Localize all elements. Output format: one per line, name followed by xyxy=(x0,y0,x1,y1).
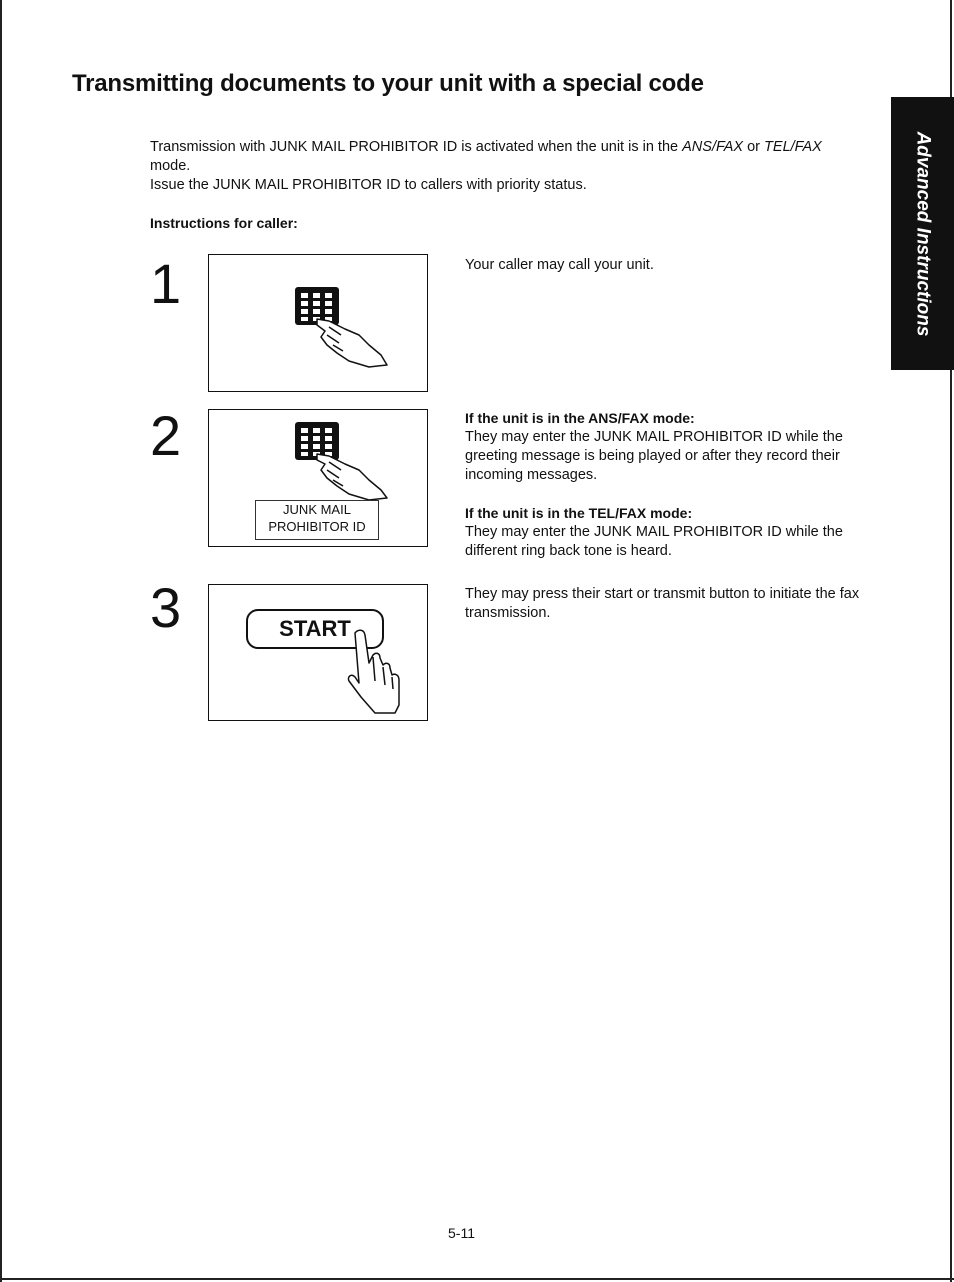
telfax-text: They may enter the JUNK MAIL PROHIBITOR ID while the different ring back tone is heard. xyxy=(465,524,843,559)
junk-mail-prohibitor-label xyxy=(255,500,379,540)
intro-paragraph xyxy=(150,138,850,195)
step-3-text: They may press their start or transmit button to initiate the fax transmission. xyxy=(465,586,860,621)
section-tab-label: Advanced Instructions xyxy=(912,131,934,336)
page-edge-left xyxy=(0,0,2,1282)
step-1-illustration xyxy=(208,254,428,392)
intro-text-post: mode. xyxy=(150,158,191,174)
step-2-number: 2 xyxy=(150,404,182,467)
section-tab xyxy=(891,97,954,370)
intro-line-2: Issue the JUNK MAIL PROHIBITOR ID to callers with priority status. xyxy=(150,177,587,193)
pointing-hand-icon xyxy=(348,630,399,713)
junk-label-line-2: PROHIBITOR ID xyxy=(268,519,366,534)
page-title: Transmitting documents to your unit with a special code xyxy=(72,70,704,97)
step-3-number: 3 xyxy=(150,576,182,639)
ansfax-heading: If the unit is in the ANS/FAX mode: xyxy=(465,410,695,426)
mode-ansfax: ANS/FAX xyxy=(682,139,744,155)
step-2-description xyxy=(465,409,865,561)
step-1-description xyxy=(465,256,865,275)
intro-line-1 xyxy=(150,138,850,176)
instructions-heading: Instructions for caller: xyxy=(150,215,298,231)
junk-label-line-1: JUNK MAIL xyxy=(283,502,351,517)
page-edge-bottom xyxy=(0,1278,954,1280)
start-button: START xyxy=(246,609,384,649)
ansfax-text: They may enter the JUNK MAIL PROHIBITOR ID while the greeting message is being played or after they record their incoming messages. xyxy=(465,429,843,483)
step-1-text: Your caller may call your unit. xyxy=(465,257,654,273)
intro-text-pre: Transmission with JUNK MAIL PROHIBITOR ID is activated when the unit is in the xyxy=(150,139,683,155)
step-3-description xyxy=(465,585,865,623)
keypad-hand-illustration xyxy=(209,255,427,391)
pointing-hand-icon xyxy=(317,319,387,367)
pointing-hand-icon xyxy=(317,454,387,500)
step-3-illustration xyxy=(208,584,428,721)
step-2-illustration xyxy=(208,409,428,547)
telfax-heading: If the unit is in the TEL/FAX mode: xyxy=(465,505,693,521)
hand-illustration xyxy=(209,585,427,720)
step-1-number: 1 xyxy=(150,252,182,315)
page-number: 5-11 xyxy=(448,1225,475,1241)
intro-text-mid: or xyxy=(743,139,765,155)
mode-telfax: TEL/FAX xyxy=(764,139,822,155)
